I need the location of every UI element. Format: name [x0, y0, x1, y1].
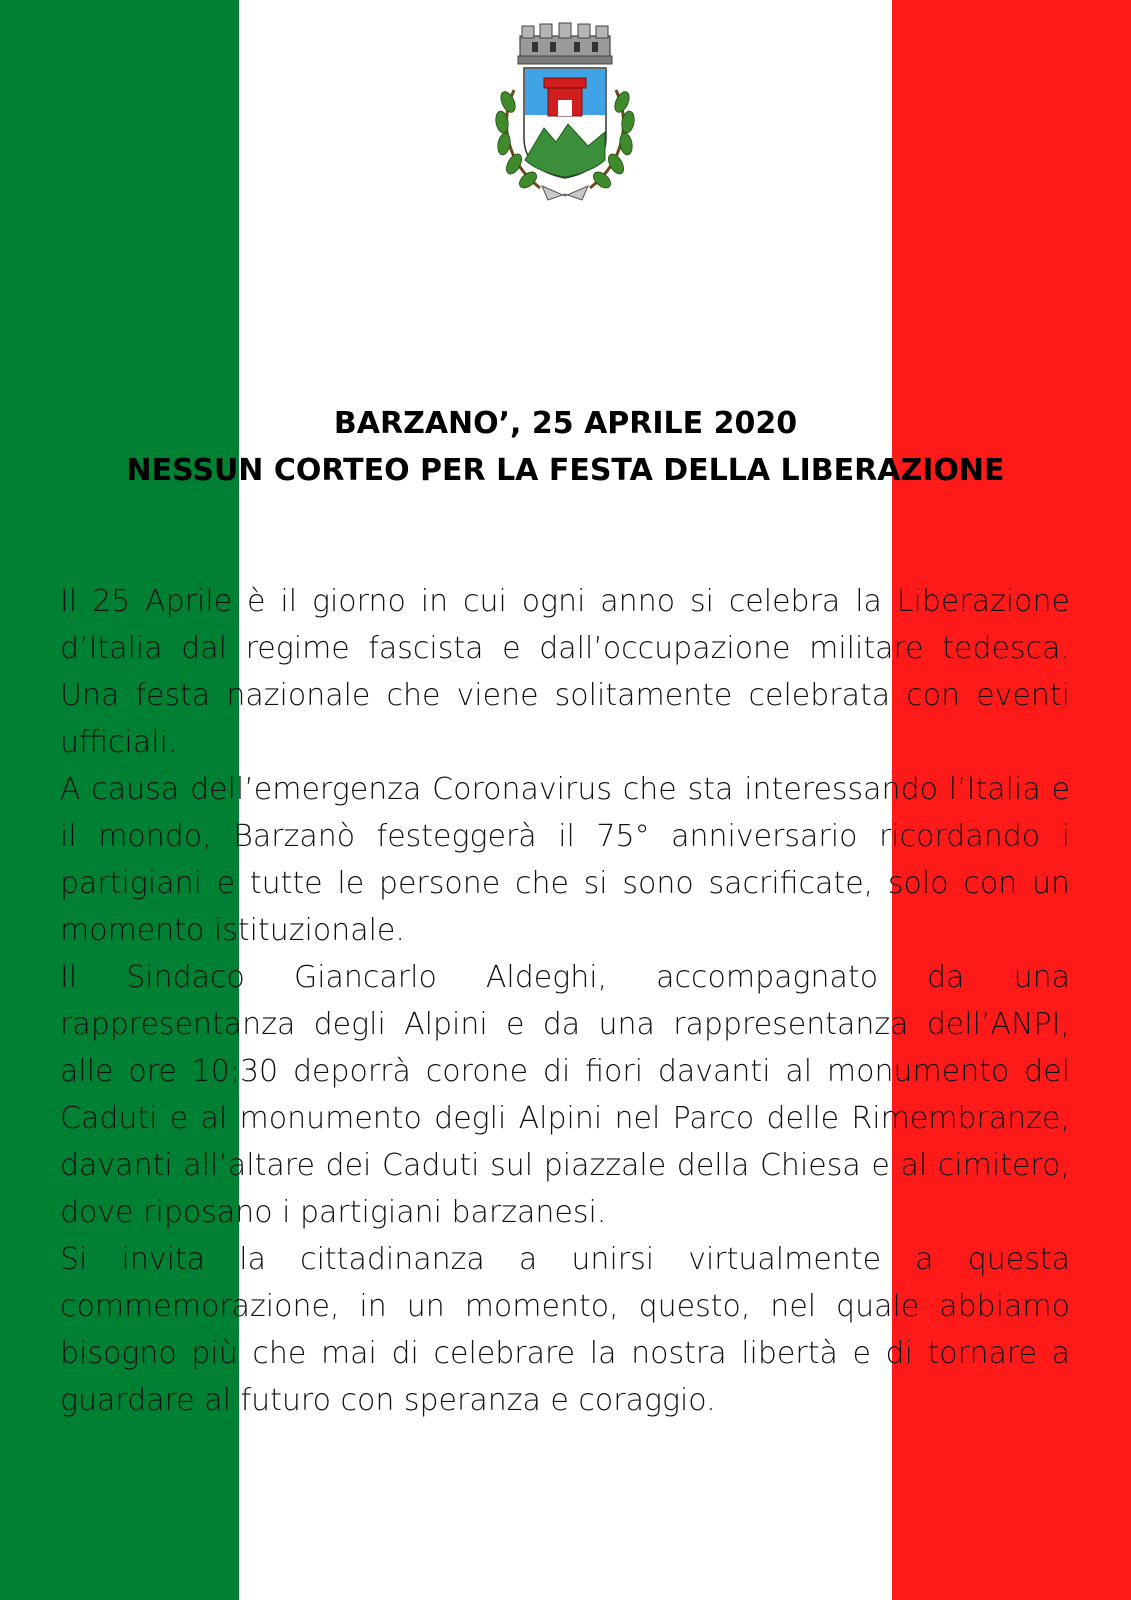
title-line-date: BARZANO’, 25 APRILE 2020 — [333, 406, 798, 441]
paragraph-ceremony: Il Sindaco Giancarlo Aldeghi, accompagnato da una rappresentanza degli Alpini e da una rappresentanza dell’ANPI, alle ore 10:30 deporrà corone di fiori davanti al monumento del Caduti e al monumento degli Alpini nel Parco delle Rimembranze, davanti all’altare dei Caduti sul piazzale della Chiesa e al cimitero, dove riposano i partigiani barzanesi. — [60, 960, 1070, 1230]
coat-of-arms-icon — [492, 20, 638, 206]
page-title — [0, 400, 1131, 494]
shield-icon — [524, 68, 606, 178]
paragraph-intro: Il 25 Aprile è il giorno in cui ogni anno si celebra la Liberazione d’Italia dal regime fascista e dall’occupazione militare tedesca. Una festa nazionale che viene solitamente celebrata con eventi ufficiali. — [60, 584, 1070, 760]
ribbon-icon — [542, 186, 588, 200]
paragraph-invitation: Si invita la cittadinanza a unirsi virtualmente a questa commemorazione, in un momento, questo, nel quale abbiamo bisogno più che mai di celebrare la nostra libertà e di tornare a guardare al futuro con speranza e coraggio. — [60, 1242, 1070, 1418]
title-line-headline: NESSUN CORTEO PER LA FESTA DELLA LIBERAZIONE — [126, 453, 1005, 488]
crown-icon — [518, 23, 612, 64]
announcement-body — [60, 578, 1070, 1424]
paragraph-emergency: A causa dell’emergenza Coronavirus che sta interessando l’Italia e il mondo, Barzanò festeggerà il 75° anniversario ricordando i partigiani e tutte le persone che si sono sacrificate, solo con un momento istituzionale. — [60, 772, 1070, 948]
